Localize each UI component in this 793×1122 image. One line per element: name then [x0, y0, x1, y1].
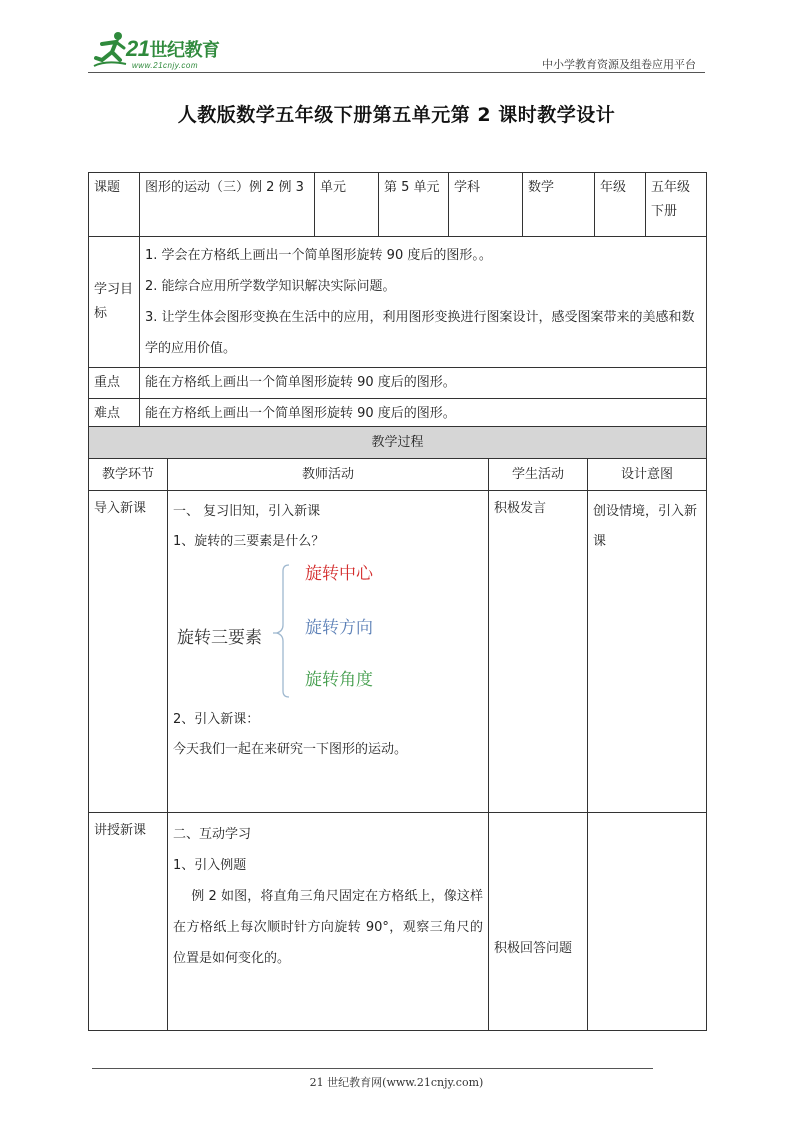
subject-value: 数学	[523, 173, 595, 237]
footer-text: 21 世纪教育网(www.21cnjy.com)	[309, 1076, 484, 1089]
column-header: 教学环节	[89, 459, 168, 491]
grade-label: 年级	[595, 173, 646, 237]
grade-value: 五年级下册	[646, 173, 707, 237]
unit-value: 第 5 单元	[379, 173, 449, 237]
objectives-label: 学习目标	[89, 237, 140, 368]
section-heading: 一、 复习旧知，引入新课	[173, 504, 321, 519]
info-table	[88, 172, 707, 430]
table-row	[89, 491, 707, 813]
branch-direction: 旋转方向	[305, 618, 373, 638]
example-text: 例 2 如图，将直角三角尺固定在方格纸上，像这样在方格纸上每次顺时针方向旋转 90°，观察三角尺的位置是如何变化的。	[173, 889, 483, 966]
unit-label: 单元	[315, 173, 379, 237]
column-header: 学生活动	[489, 459, 588, 491]
stage-cell: 讲授新课	[89, 813, 168, 1031]
page-title: 人教版数学五年级下册第五单元第 2 课时教学设计	[177, 104, 616, 126]
logo-url: www.21cnjy.com	[132, 61, 198, 70]
stage-cell: 导入新课	[89, 491, 168, 813]
rotation-elements-diagram	[173, 557, 483, 705]
topic-value: 图形的运动（三）例 2 例 3	[140, 173, 315, 237]
process-section-title: 教学过程	[89, 427, 707, 459]
objective-item: 3. 让学生体会图形变换在生活中的应用，利用图形变换进行图案设计，感受图案带来的美感和数学的应用价值。	[145, 310, 695, 356]
subject-label: 学科	[449, 173, 523, 237]
platform-name: 中小学教育资源及组卷应用平台	[542, 58, 696, 71]
student-activity-text: 积极回答问题	[494, 941, 573, 956]
objectives-list	[140, 237, 707, 368]
logo-text: 21世纪教育	[126, 36, 220, 61]
intro-text: 今天我们一起在来研究一下图形的运动。	[173, 742, 408, 757]
footer-divider	[92, 1068, 653, 1069]
brace-icon	[273, 557, 303, 705]
header-divider	[88, 72, 705, 73]
section-heading: 二、互动学习	[173, 827, 252, 842]
branch-center: 旋转中心	[305, 564, 373, 584]
topic-label: 课题	[89, 173, 140, 237]
runner-icon	[92, 30, 128, 70]
difficulty-label: 难点	[89, 399, 140, 430]
process-table	[88, 426, 707, 1031]
objective-item: 2. 能综合应用所学数学知识解决实际问题。	[145, 279, 396, 294]
column-header: 教师活动	[168, 459, 489, 491]
example-heading: 1、引入例题	[173, 858, 247, 873]
diagram-root-label: 旋转三要素	[177, 628, 262, 648]
difficulty-value: 能在方格纸上画出一个简单图形旋转 90 度后的图形。	[140, 399, 707, 430]
student-activity-cell: 积极发言	[489, 491, 588, 813]
branch-angle: 旋转角度	[305, 670, 373, 690]
key-point-label: 重点	[89, 368, 140, 399]
teacher-activity-cell	[168, 491, 489, 813]
site-logo	[92, 30, 252, 74]
question-text: 1、旋转的三要素是什么？	[173, 534, 325, 549]
design-intent-cell	[588, 813, 707, 1031]
key-point-value: 能在方格纸上画出一个简单图形旋转 90 度后的图形。	[140, 368, 707, 399]
column-header: 设计意图	[588, 459, 707, 491]
intro-heading: 2、引入新课：	[173, 712, 260, 727]
table-row	[89, 813, 707, 1031]
teacher-activity-cell	[168, 813, 489, 1031]
student-activity-cell	[489, 813, 588, 1031]
objective-item: 1. 学会在方格纸上画出一个简单图形旋转 90 度后的图形。。	[145, 248, 492, 263]
design-intent-cell: 创设情境，引入新课	[588, 491, 707, 813]
